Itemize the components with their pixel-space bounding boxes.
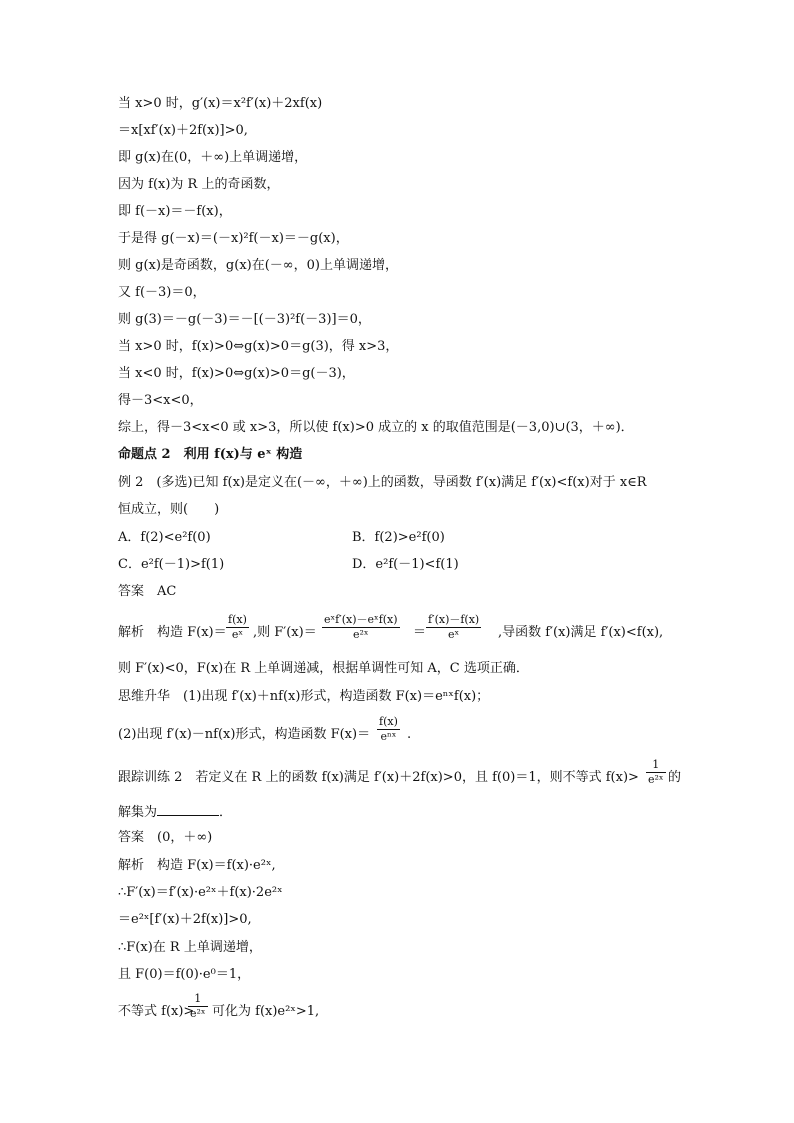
fraction-denominator: e²ˣ <box>648 773 664 786</box>
text-line: 即 g(x)在(0，＋∞)上单调递增， <box>118 150 308 165</box>
fraction-denominator: eˣ <box>448 628 460 641</box>
summary-line: 思维升华 (1)出现 f′(x)＋nf(x)形式，构造函数 F(x)＝eⁿˣf(x)； <box>118 689 490 704</box>
fraction <box>226 613 249 642</box>
fraction-denominator: e²ˣ <box>190 1007 206 1020</box>
fraction <box>377 715 400 744</box>
option-d: D．e²f(－1)<f(1) <box>352 557 459 572</box>
fraction <box>426 613 481 642</box>
text-line: 当 x>0 时，g′(x)＝x²f′(x)＋2xf(x) <box>118 96 323 111</box>
example-question: 例 2 (多选)已知 f(x)是定义在(－∞，＋∞)上的函数，导函数 f′(x)满足 f′(x)<f(x)对于 x∈R <box>118 475 647 490</box>
conclusion-line: 综上，得－3<x<0 或 x>3，所以使 f(x)>0 成立的 x 的取值范围是(－3,0)∪(3，＋∞)． <box>118 420 634 435</box>
example-question: 恒成立，则( ) <box>118 502 220 517</box>
option-a: A．f(2)<e²f(0) <box>118 530 211 545</box>
text-line: 即 f(－x)＝－f(x)， <box>118 204 232 219</box>
exercise-text: 跟踪训练 2 若定义在 R 上的函数 f(x)满足 f′(x)＋2f(x)>0，且 f(0)＝1，则不等式 f(x)> <box>118 770 639 785</box>
fraction-numerator: 1 <box>646 758 666 773</box>
fraction-numerator: eˣf′(x)－eˣf(x) <box>324 613 398 626</box>
summary-text: . <box>407 727 412 742</box>
text-line: 得－3<x<0， <box>118 393 203 408</box>
fraction-numerator: f′(x)－f(x) <box>428 613 480 626</box>
fraction <box>322 613 400 642</box>
option-c: C．e²f(－1)>f(1) <box>118 557 225 572</box>
analysis-text: ＝ <box>413 625 427 640</box>
option-b: B．f(2)>e²f(0) <box>352 530 445 545</box>
exercise-line <box>118 803 232 822</box>
fraction-denominator: e²ˣ <box>352 628 369 641</box>
solution-line: ∴F(x)在 R 上单调递增， <box>118 940 262 955</box>
solution-text: 不等式 f(x)> <box>118 1004 195 1019</box>
solution-text: 可化为 f(x)e²ˣ>1, <box>212 1004 320 1019</box>
exercise-text: 解集为 <box>118 805 158 820</box>
text-line: 又 f(－3)＝0， <box>118 285 206 300</box>
text-line: 则 g(x)是奇函数，g(x)在(－∞，0)上单调递增， <box>118 258 398 273</box>
answer-line: 答案 (0，＋∞) <box>118 830 213 845</box>
text-line: 当 x>0 时，f(x)>0⇔g(x)>0＝g(3)，得 x>3， <box>118 339 399 354</box>
text-line: ＝x[xf′(x)＋2f(x)]>0, <box>118 123 248 138</box>
analysis-text: 解析 构造 F(x)＝ <box>118 625 227 640</box>
text-line: 因为 f(x)为 R 上的奇函数， <box>118 177 280 192</box>
solution-line: 且 F(0)＝f(0)·e⁰＝1， <box>118 967 251 982</box>
analysis-text: ,则 F′(x)＝ <box>253 625 317 640</box>
solution-line: ∴F′(x)＝f′(x)·e²ˣ＋f(x)·2e²ˣ <box>118 885 283 900</box>
analysis-text: ,导函数 f′(x)满足 f′(x)<f(x), <box>498 625 664 640</box>
solution-line: 解析 构造 F(x)＝f(x)·e²ˣ, <box>118 858 276 873</box>
fraction <box>188 992 208 1021</box>
analysis-line: 则 F′(x)<0，F(x)在 R 上单调递减，根据单调性可知 A，C 选项正确． <box>118 661 529 676</box>
fraction-numerator: f(x) <box>379 715 398 728</box>
fraction-numerator: 1 <box>188 992 208 1007</box>
text-line: 当 x<0 时，f(x)>0⇔g(x)>0＝g(－3)， <box>118 366 355 381</box>
fraction-denominator: eˣ <box>231 628 244 641</box>
text-line: 则 g(3)＝－g(－3)＝－[(－3)²f(－3)]＝0， <box>118 312 371 327</box>
fraction-numerator: f(x) <box>228 613 247 626</box>
section-heading: 命题点 2 利用 f(x)与 eˣ 构造 <box>118 447 303 462</box>
solution-line: ＝e²ˣ[f′(x)＋2f(x)]>0, <box>118 912 252 927</box>
text-line: 于是得 g(－x)＝(－x)²f(－x)＝－g(x)， <box>118 231 349 246</box>
answer-line: 答案 AC <box>118 584 177 599</box>
fraction-denominator: eⁿˣ <box>380 730 397 743</box>
summary-text: (2)出现 f′(x)－nf(x)形式，构造函数 F(x)＝ <box>118 727 371 742</box>
answer-blank <box>157 803 219 816</box>
exercise-text: ． <box>219 805 233 820</box>
fraction <box>646 758 666 787</box>
exercise-text: 的 <box>668 770 682 785</box>
